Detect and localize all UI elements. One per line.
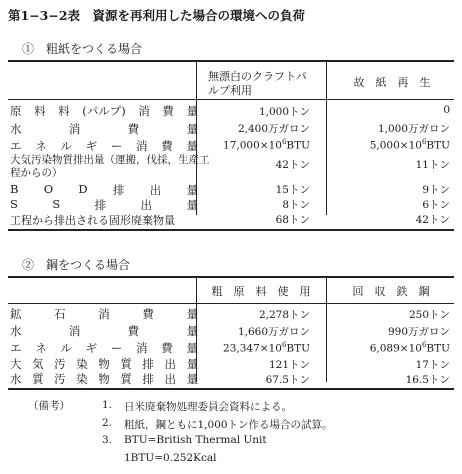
section1-col2-header: 故 紙 再 生 <box>353 76 431 89</box>
row-bod-label: B O D 排 出 量 <box>10 182 198 197</box>
section1-header-rule <box>8 99 454 100</box>
section1-col-divider-2 <box>326 60 327 215</box>
row-ore-v2: 250トン <box>408 309 450 321</box>
row-energy1-label: エ ネ ル ギ ー 消 費 量 <box>10 139 198 153</box>
row-pulp-label: 原 料 料 (パルプ) 消 費 量 <box>10 104 198 118</box>
row-water1-label: 水 消 費 量 <box>10 122 198 136</box>
row-energy1-v1: $17,000\times 10^6BTU$ <box>223 138 310 152</box>
section1-col1-header <box>208 70 307 98</box>
row-water1-v2: 1,000万ガロン <box>377 123 450 135</box>
row-pulp-v2: 0 <box>443 104 450 116</box>
note-1-text: 日米廃棄物処理委員会資料による。 <box>124 401 292 413</box>
row-ss-v2: 6トン <box>422 199 450 211</box>
section2-col1-header: 粗 原 料 使 用 <box>211 285 311 298</box>
row-ss-label: S S 排 出 量 <box>10 197 198 212</box>
row-air1-v1: 42トン <box>275 159 310 171</box>
row-solid-v1: 68トン <box>275 214 310 226</box>
row-bod-v1: 15トン <box>275 184 310 196</box>
row-waterq-label: 水 質 汚 染 物 質 排 出 量 <box>10 372 198 386</box>
row-water2-v1: 1,660万ガロン <box>237 326 310 338</box>
row-air2-v1: 121トン <box>268 359 310 371</box>
row-energy2-label: エ ネ ル ギ ー 消 費 量 <box>10 341 198 355</box>
note-3-text: BTU=British Thermal Unit <box>124 434 267 446</box>
note-2-text: 粗紙，鋼ともに1,000トン作る場合の試算。 <box>124 419 333 431</box>
section2-bottom-rule <box>8 388 454 390</box>
row-energy2-v1: $23,347\times 10^6BTU$ <box>223 341 310 355</box>
section1-col1-header-line1: 無漂白のクラフトパ <box>208 70 307 83</box>
note-2-num: 2. <box>102 417 113 429</box>
row-water1-v1: 2,400万ガロン <box>237 123 310 135</box>
section2-top-rule <box>8 276 454 278</box>
row-waterq-v2: 16.5トン <box>405 374 450 386</box>
table-title: 第1−3−2表 資源を再利用した場合の環境への負荷 <box>8 8 306 23</box>
row-energy1-v2: $5,000\times 10^6BTU$ <box>369 138 450 152</box>
row-ore-label: 鉱 石 消 費 量 <box>10 307 198 321</box>
row-solid-v2: 42トン <box>415 214 450 226</box>
section2-col2-header: 回 収 鉄 鋼 <box>352 285 430 298</box>
row-pulp-v1: 1,000トン <box>258 106 310 118</box>
row-air2-v2: 17トン <box>415 359 450 371</box>
section2-header-rule <box>8 303 454 304</box>
section1-col1-header-line2: ルプ利用 <box>208 84 252 97</box>
row-air2-label: 大 気 汚 染 物 質 排 出 量 <box>10 357 198 371</box>
row-waterq-v1: 67.5トン <box>265 374 310 386</box>
row-air1-label: 大気汚染物質排出量（運搬，伐採，生産工程からの） <box>10 154 210 179</box>
row-ore-v1: 2,278トン <box>258 309 310 321</box>
row-solid-label: 工程から排出される固形廃棄物量 <box>10 214 175 227</box>
note-3-num: 3. <box>102 434 113 446</box>
row-water2-label: 水 消 費 量 <box>10 324 198 338</box>
section1-heading: ① 粗紙をつくる場合 <box>22 42 143 56</box>
section2-heading: ② 鋼をつくる場合 <box>22 258 131 272</box>
section1-top-rule <box>8 60 454 62</box>
note-3-extra: 1BTU=0.252Kcal <box>124 452 217 464</box>
row-bod-v2: 9トン <box>422 184 450 196</box>
row-air1-v2: 11トン <box>415 159 450 171</box>
notes-prefix: （備考） <box>28 400 70 412</box>
row-energy2-v2: $6,089\times 10^6BTU$ <box>369 341 450 355</box>
row-water2-v2: 990万ガロン <box>387 326 450 338</box>
row-ss-v1: 8トン <box>282 199 310 211</box>
section1-bottom-rule <box>8 229 454 231</box>
note-1-num: 1. <box>102 399 113 411</box>
section2-col-divider-2 <box>326 276 327 382</box>
